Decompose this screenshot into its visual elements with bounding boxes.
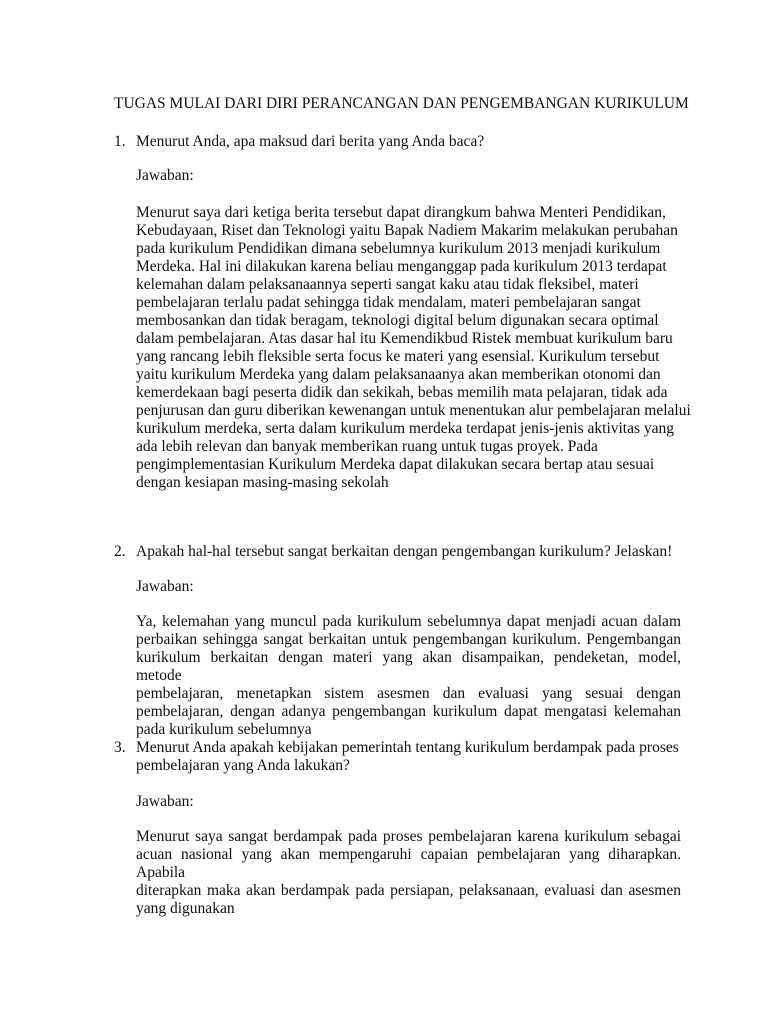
question-2-number: 2. bbox=[114, 543, 126, 560]
question-1-number: 1. bbox=[114, 133, 126, 150]
answer-line: Kebudayaan, Riset dan Teknologi yaitu Bapak Nadiem Makarim melakukan perubahan bbox=[136, 222, 678, 239]
answer-line: dalam pembelajaran. Atas dasar hal itu Kemendikbud Ristek membuat kurikulum baru bbox=[136, 330, 673, 347]
answer-line: yang digunakan bbox=[136, 900, 235, 917]
answer-line: pada kurikulum sebelumnya bbox=[136, 721, 312, 738]
question-2-answer-label: Jawaban: bbox=[136, 578, 194, 595]
answer-line: acuan nasional yang akan mempengaruhi capaian pembelajaran yang diharapkan. Apabila bbox=[136, 846, 681, 881]
answer-line: kemerdekaan bagi peserta didik dan sekikah, bebas memilih mata pelajaran, tidak ada bbox=[136, 384, 668, 401]
answer-line: kelemahan dalam pelaksanaannya seperti sangat kaku atau tidak fleksibel, materi bbox=[136, 276, 639, 293]
answer-line: yang rancang lebih fleksible serta focus ke materi yang esensial. Kurikulum tersebut bbox=[136, 348, 660, 365]
question-3-text-line: pembelajaran yang Anda lakukan? bbox=[136, 757, 350, 774]
question-3-text bbox=[136, 739, 681, 775]
answer-line: kurikulum berkaitan dengan materi yang akan disampaikan, pendeketan, model, metode bbox=[136, 649, 681, 684]
question-3-number: 3. bbox=[114, 739, 126, 756]
document-title: TUGAS MULAI DARI DIRI PERANCANGAN DAN PENGEMBANGAN KURIKULUM bbox=[114, 95, 689, 112]
question-3-answer bbox=[136, 828, 681, 918]
answer-line: ada lebih relevan dan banyak memberikan ruang untuk tugas proyek. Pada bbox=[136, 438, 598, 455]
answer-line: pembelajaran terlalu padat sehingga tidak mendalam, materi pembelajaran sangat bbox=[136, 294, 641, 311]
question-1-answer-label: Jawaban: bbox=[136, 167, 194, 184]
answer-line: membosankan dan tidak beragam, teknologi digital belum digunakan secara optimal bbox=[136, 312, 659, 329]
question-1-answer bbox=[136, 204, 691, 492]
answer-line: kurikulum merdeka, serta dalam kurikulum merdeka terdapat jenis-jenis aktivitas yang bbox=[136, 420, 675, 437]
answer-line: pembelajaran, dengan adanya pengembangan kurikulum dapat mengatasi kelemahan bbox=[136, 703, 681, 720]
question-3-text-line: Menurut Anda apakah kebijakan pemerintah tentang kurikulum berdampak pada proses bbox=[136, 739, 679, 756]
answer-line: diterapkan maka akan berdampak pada persiapan, pelaksanaan, evaluasi dan asesmen bbox=[136, 882, 681, 899]
question-2-answer bbox=[136, 613, 681, 739]
answer-line: Menurut saya dari ketiga berita tersebut dapat dirangkum bahwa Menteri Pendidikan, bbox=[136, 204, 666, 221]
answer-line: pengimplementasian Kurikulum Merdeka dapat dilakukan secara bertap atau sesuai bbox=[136, 456, 655, 473]
answer-line: dengan kesiapan masing-masing sekolah bbox=[136, 474, 389, 491]
question-1-text: Menurut Anda, apa maksud dari berita yang Anda baca? bbox=[136, 133, 485, 150]
answer-line: Merdeka. Hal ini dilakukan karena beliau menganggap pada kurikulum 2013 terdapat bbox=[136, 258, 667, 275]
question-3-answer-label: Jawaban: bbox=[136, 793, 194, 810]
question-2-text: Apakah hal-hal tersebut sangat berkaitan dengan pengembangan kurikulum? Jelaskan! bbox=[136, 543, 673, 560]
answer-line: penjurusan dan guru diberikan kewenangan untuk menentukan alur pembelajaran melalui bbox=[136, 402, 691, 419]
answer-line: Ya, kelemahan yang muncul pada kurikulum sebelumnya dapat menjadi acuan dalam bbox=[136, 613, 681, 630]
answer-line: Menurut saya sangat berdampak pada proses pembelajaran karena kurikulum sebagai bbox=[136, 828, 681, 845]
answer-line: pembelajaran, menetapkan sistem asesmen dan evaluasi yang sesuai dengan bbox=[136, 685, 681, 702]
answer-line: pada kurikulum Pendidikan dimana sebelumnya kurikulum 2013 menjadi kurikulum bbox=[136, 240, 661, 257]
answer-line: yaitu kurikulum Merdeka yang dalam pelaksanaanya akan memberikan otonomi dan bbox=[136, 366, 661, 383]
answer-line: perbaikan sehingga sangat berkaitan untuk pengembangan kurikulum. Pengembangan bbox=[136, 631, 681, 648]
